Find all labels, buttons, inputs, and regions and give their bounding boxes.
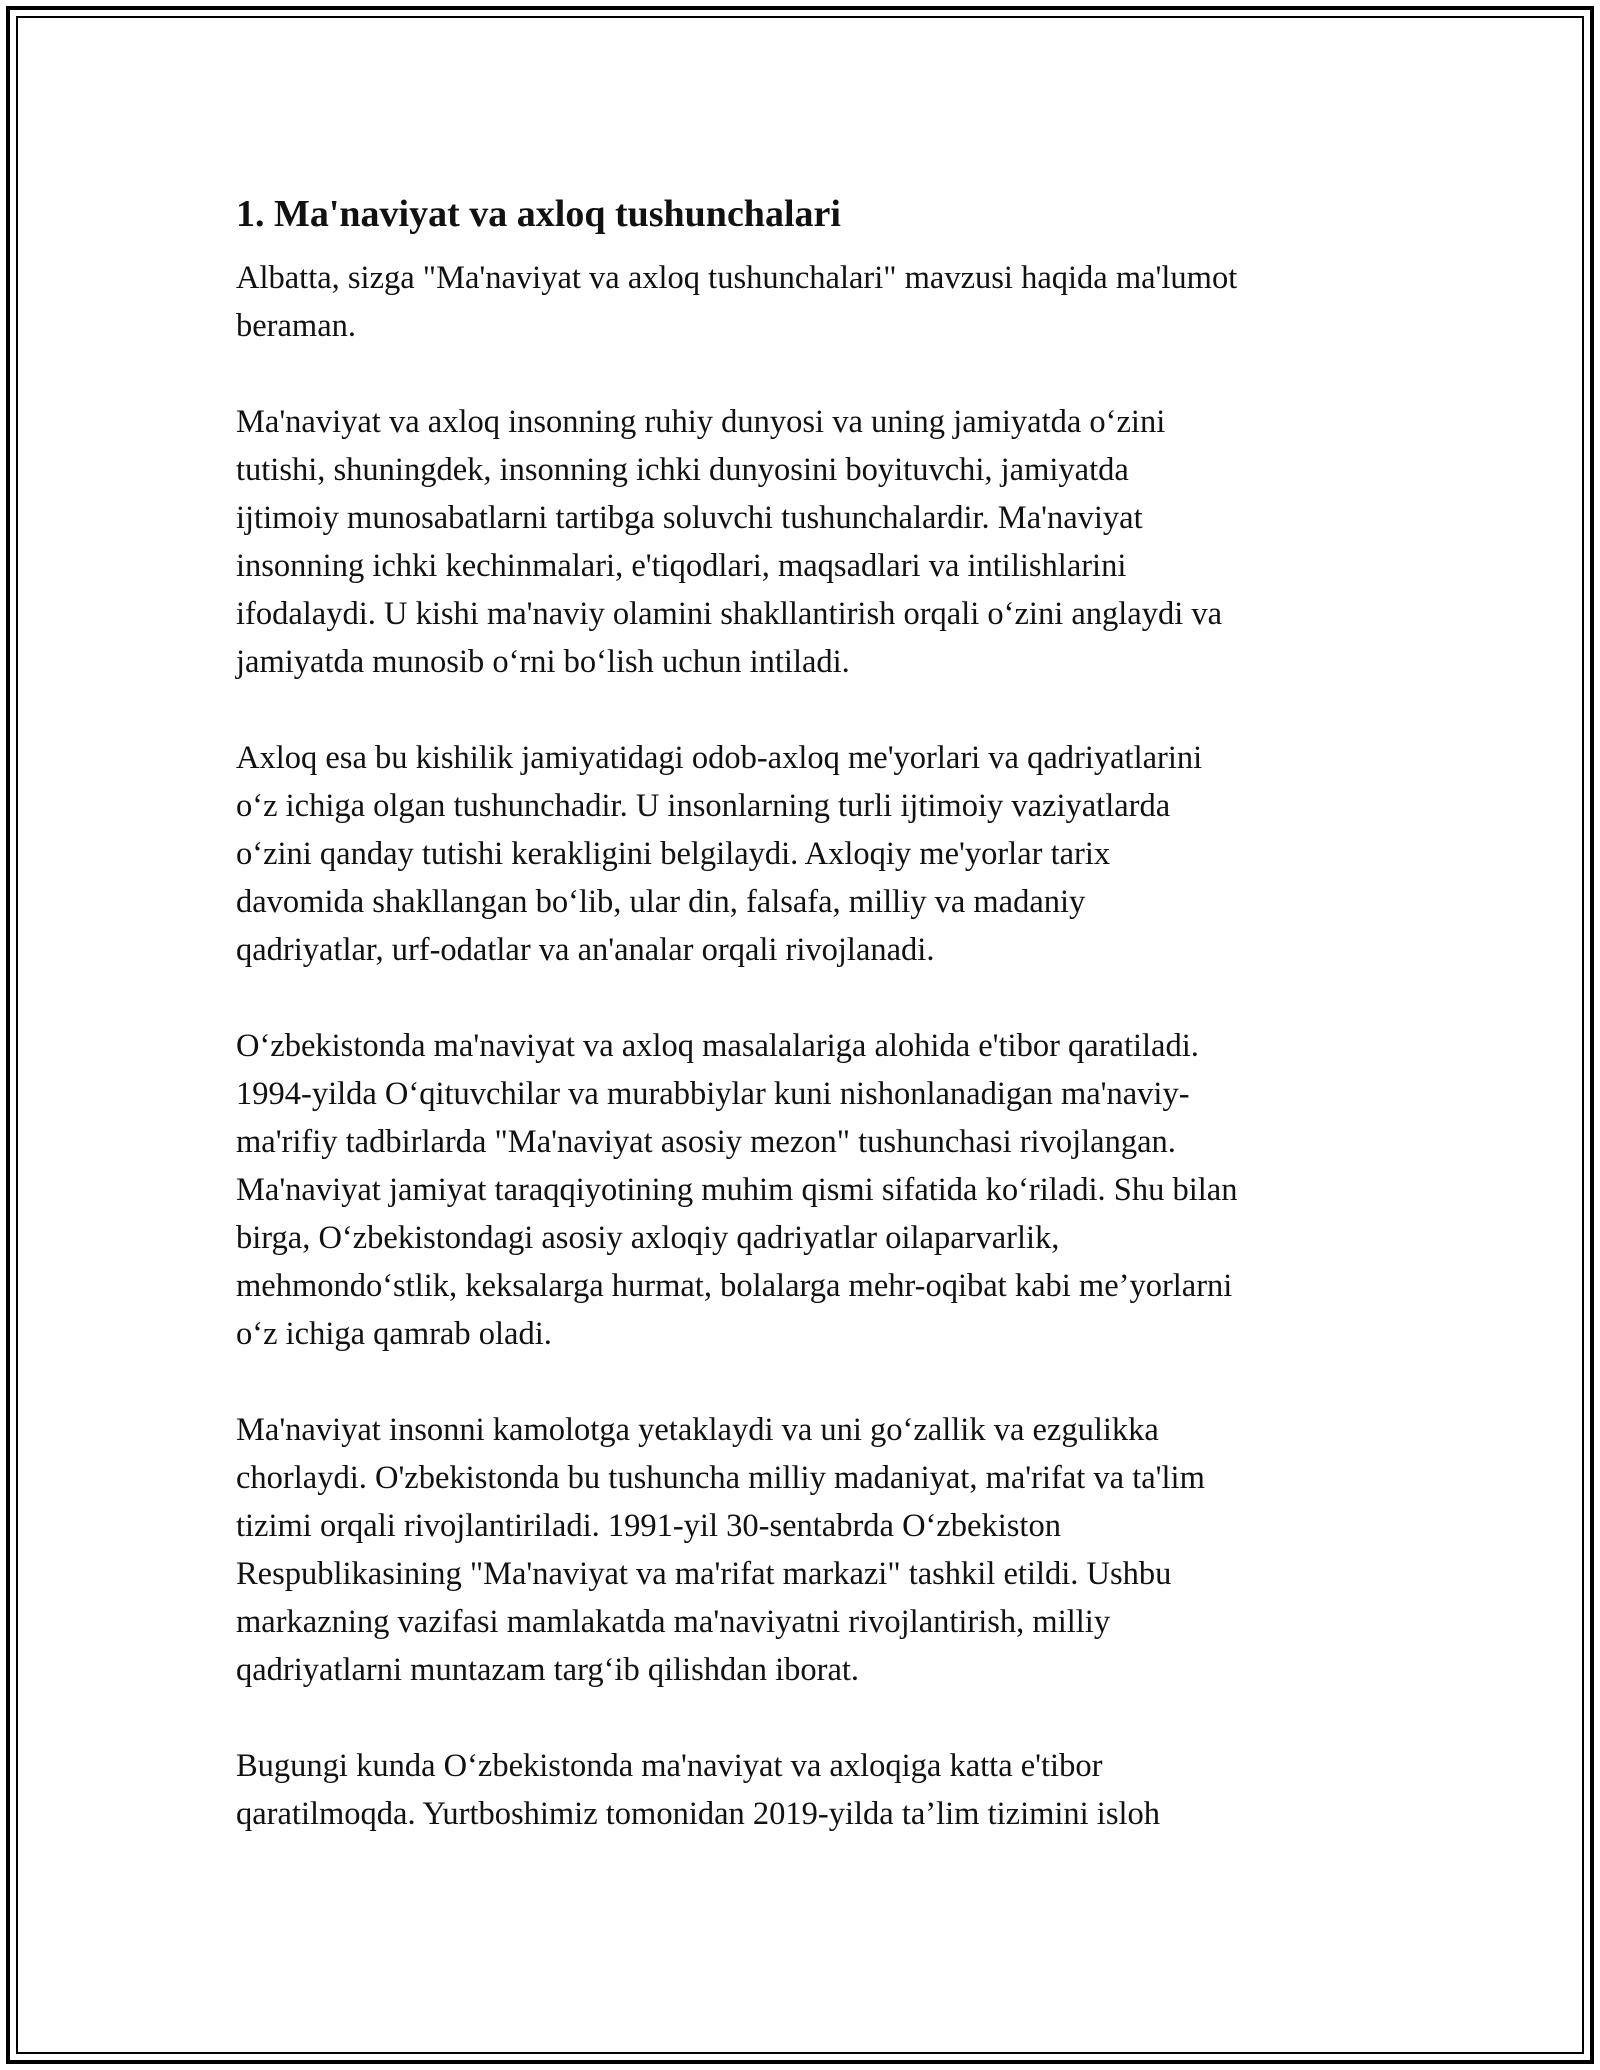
paragraph-line: ijtimoiy munosabatlarni tartibga soluvchi tushunchalardir. Ma'naviyat	[236, 500, 1143, 536]
paragraph-line: birga, O‘zbekistondagi asosiy axloqiy qadriyatlar oilaparvarlik,	[236, 1220, 1060, 1256]
paragraph-line: o‘z ichiga qamrab oladi.	[236, 1316, 552, 1352]
paragraph-line: tizimi orqali rivojlantiriladi. 1991-yil 30-sentabrda O‘zbekiston	[236, 1508, 1061, 1544]
paragraph-line: ifodalaydi. U kishi ma'naviy olamini shakllantirish orqali o‘zini anglaydi va	[236, 596, 1223, 632]
paragraph-line: 1994-yilda O‘qituvchilar va murabbiylar kuni nishonlanadigan ma'naviy-	[236, 1076, 1190, 1112]
paragraph-line: Bugungi kunda O‘zbekistonda ma'naviyat va axloqiga katta e'tibor	[236, 1748, 1103, 1784]
paragraph	[236, 1406, 1376, 1694]
paragraph-line: tutishi, shuningdek, insonning ichki dunyosini boyituvchi, jamiyatda	[236, 452, 1129, 488]
paragraph-line: Ma'naviyat insonni kamolotga yetaklaydi va uni go‘zallik va ezgulikka	[236, 1412, 1159, 1448]
paragraph-line: Ma'naviyat va axloq insonning ruhiy dunyosi va uning jamiyatda o‘zini	[236, 404, 1166, 440]
paragraph-line: Respublikasining "Ma'naviyat va ma'rifat markazi" tashkil etildi. Ushbu	[236, 1556, 1172, 1592]
paragraph-line: qadriyatlar, urf-odatlar va an'analar orqali rivojlanadi.	[236, 932, 935, 968]
paragraph	[236, 398, 1376, 686]
document-body	[236, 254, 1376, 1838]
paragraph-line: beraman.	[236, 308, 357, 344]
paragraph-line: davomida shakllangan bo‘lib, ular din, falsafa, milliy va madaniy	[236, 884, 1086, 920]
document-title: 1. Ma'naviyat va axloq tushunchalari	[236, 193, 841, 235]
paragraph-line: Ma'naviyat jamiyat taraqqiyotining muhim qismi sifatida ko‘riladi. Shu bilan	[236, 1172, 1238, 1208]
paragraph-line: ma'rifiy tadbirlarda "Ma'naviyat asosiy mezon" tushunchasi rivojlangan.	[236, 1124, 1176, 1160]
paragraph-line: o‘z ichiga olgan tushunchadir. U insonlarning turli ijtimoiy vaziyatlarda	[236, 788, 1171, 824]
paragraph-line: Axloq esa bu kishilik jamiyatidagi odob-axloq me'yorlari va qadriyatlarini	[236, 740, 1203, 776]
paragraph-line: chorlaydi. O'zbekistonda bu tushuncha milliy madaniyat, ma'rifat va ta'lim	[236, 1460, 1205, 1496]
document-page	[236, 186, 1376, 1886]
paragraph-line: insonning ichki kechinmalari, e'tiqodlari, maqsadlari va intilishlarini	[236, 548, 1127, 584]
paragraph	[236, 254, 1376, 350]
paragraph	[236, 734, 1376, 974]
paragraph-line: o‘zini qanday tutishi kerakligini belgilaydi. Axloqiy me'yorlar tarix	[236, 836, 1111, 872]
paragraph-line: Albatta, sizga "Ma'naviyat va axloq tushunchalari" mavzusi haqida ma'lumot	[236, 260, 1238, 296]
paragraph	[236, 1022, 1376, 1358]
paragraph-line: qaratilmoqda. Yurtboshimiz tomonidan 2019-yilda ta’lim tizimini isloh	[236, 1796, 1161, 1832]
paragraph-line: qadriyatlarni muntazam targ‘ib qilishdan iborat.	[236, 1652, 860, 1688]
paragraph-line: O‘zbekistonda ma'naviyat va axloq masalalariga alohida e'tibor qaratiladi.	[236, 1028, 1199, 1064]
paragraph-line: jamiyatda munosib o‘rni bo‘lish uchun intiladi.	[236, 644, 850, 680]
paragraph-line: mehmondo‘stlik, keksalarga hurmat, bolalarga mehr-oqibat kabi me’yorlarni	[236, 1268, 1233, 1304]
paragraph	[236, 1742, 1376, 1838]
paragraph-line: markazning vazifasi mamlakatda ma'naviyatni rivojlantirish, milliy	[236, 1604, 1111, 1640]
